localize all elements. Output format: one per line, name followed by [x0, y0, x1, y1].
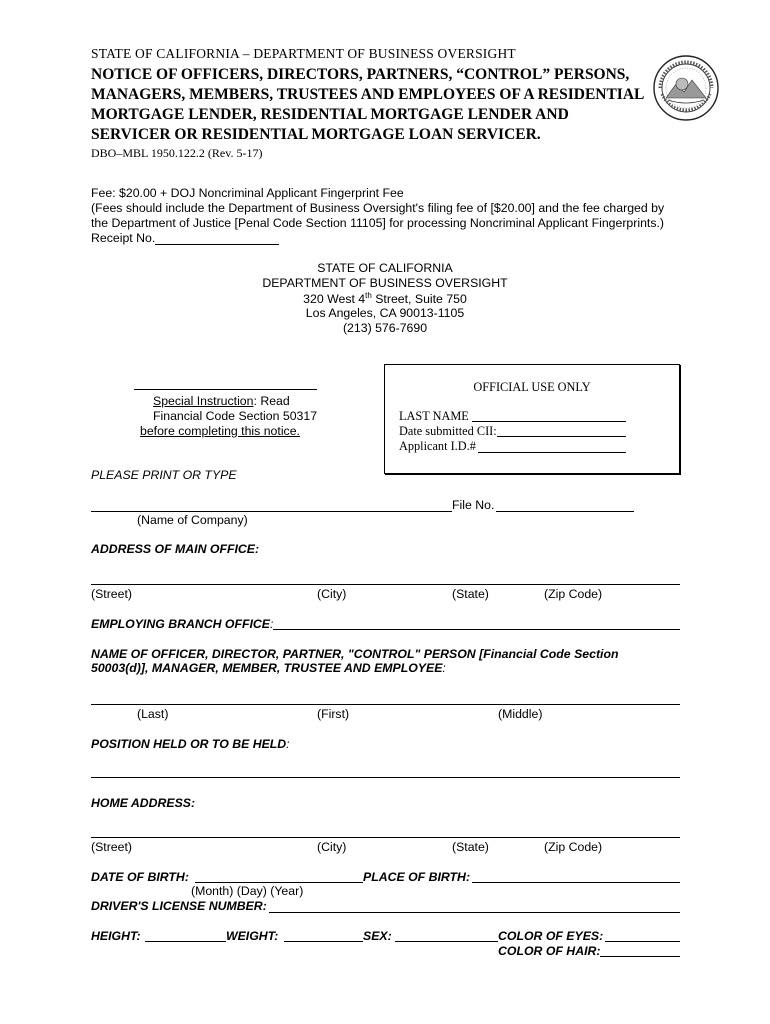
address-city: Los Angeles, CA 90013-1105 — [305, 306, 465, 320]
company-name-field[interactable] — [91, 511, 452, 512]
print-instruction: PLEASE PRINT OR TYPE — [91, 468, 237, 482]
address-street: 320 West 4th Street, Suite 750 — [303, 291, 467, 307]
address-phone: (213) 576-7690 — [342, 321, 428, 335]
special-instruction-line-3: before completing this notice. — [140, 424, 300, 438]
place-of-birth-label: PLACE OF BIRTH: — [363, 870, 471, 884]
state-seal-icon — [652, 54, 720, 122]
form-number: DBO–MBL 1950.122.2 (Rev. 5-17) — [91, 146, 263, 160]
hair-color-label: COLOR OF HAIR: — [498, 944, 601, 958]
eye-color-label: COLOR OF EYES: — [498, 929, 604, 943]
position-label: POSITION HELD OR TO BE HELD: — [91, 737, 290, 751]
address-department: DEPARTMENT OF BUSINESS OVERSIGHT — [262, 276, 508, 290]
last-name-caption: (Last) — [137, 707, 169, 721]
position-field[interactable] — [91, 777, 680, 778]
official-use-title: OFFICIAL USE ONLY — [473, 380, 591, 394]
eye-color-field[interactable] — [605, 941, 680, 942]
main-office-zip-caption: (Zip Code) — [544, 587, 603, 601]
branch-office-field[interactable] — [273, 629, 680, 630]
date-of-birth-label: DATE OF BIRTH: — [91, 870, 189, 884]
first-name-caption: (First) — [317, 707, 350, 721]
company-name-caption: (Name of Company) — [137, 513, 248, 527]
home-street-caption: (Street) — [91, 840, 132, 854]
form-title: NOTICE OF OFFICERS, DIRECTORS, PARTNERS, “CONTROL” PERSONS, MANAGERS, MEMBERS, TRUSTEES AND EMPLOYEES OF A RESIDENTIAL MORTGAGE LENDER, RESIDENTIAL MORTGAGE LENDER AND SERVICER OR RESIDENTIAL MORTGAGE LOAN SERVICER. — [91, 66, 644, 143]
home-city-caption: (City) — [317, 840, 347, 854]
main-office-street-caption: (Street) — [91, 587, 132, 601]
middle-name-caption: (Middle) — [498, 707, 543, 721]
drivers-license-label: DRIVER'S LICENSE NUMBER: — [91, 899, 267, 913]
special-instruction-line-1: Special Instruction: Read — [153, 394, 290, 408]
date-of-birth-field[interactable] — [195, 882, 363, 883]
branch-office-label: EMPLOYING BRANCH OFFICE: — [91, 617, 274, 631]
fee-note-line-2: the Department of Justice [Penal Code Section 11105] for processing Noncriminal Applicant Fingerprints.) — [91, 216, 665, 230]
height-label: HEIGHT: — [91, 929, 141, 943]
fee-note-line-1: (Fees should include the Department of Business Oversight's filing fee of [$20.00] and the fee charged by — [91, 201, 665, 215]
sex-field[interactable] — [395, 941, 498, 942]
place-of-birth-field[interactable] — [472, 882, 680, 883]
fee-line: Fee: $20.00 + DOJ Noncriminal Applicant Fingerprint Fee — [91, 186, 404, 200]
hair-color-field[interactable] — [600, 956, 680, 957]
home-address-label: HOME ADDRESS: — [91, 796, 196, 810]
officer-name-field[interactable] — [91, 704, 680, 705]
date-submitted-field[interactable] — [497, 436, 626, 437]
home-zip-caption: (Zip Code) — [544, 840, 603, 854]
agency-header: STATE OF CALIFORNIA – DEPARTMENT OF BUSINESS OVERSIGHT — [91, 46, 516, 61]
weight-field[interactable] — [284, 941, 363, 942]
last-name-field[interactable] — [472, 421, 626, 422]
date-format-caption: (Month) (Day) (Year) — [191, 884, 304, 898]
weight-label: WEIGHT: — [226, 929, 279, 943]
home-address-field[interactable] — [91, 837, 680, 838]
main-office-city-caption: (City) — [317, 587, 347, 601]
special-instruction-line-2: Financial Code Section 50317 — [153, 409, 318, 423]
officer-name-label-line-1: NAME OF OFFICER, DIRECTOR, PARTNER, "CONTROL" PERSON [Financial Code Section — [91, 647, 619, 661]
file-no-label: File No. — [452, 498, 495, 512]
date-submitted-label: Date submitted CII: — [399, 424, 497, 438]
main-office-state-caption: (State) — [452, 587, 489, 601]
main-office-address-field[interactable] — [91, 584, 680, 585]
instruction-top-rule — [134, 389, 317, 390]
sex-label: SEX: — [363, 929, 392, 943]
officer-name-label-line-2: 50003(d)], MANAGER, MEMBER, TRUSTEE AND EMPLOYEE: — [91, 661, 446, 675]
drivers-license-field[interactable] — [269, 912, 680, 913]
receipt-field[interactable] — [155, 244, 279, 245]
last-name-label: LAST NAME — [399, 409, 469, 423]
home-state-caption: (State) — [452, 840, 489, 854]
file-no-field[interactable] — [496, 511, 634, 512]
applicant-id-label: Applicant I.D.# — [399, 439, 476, 453]
applicant-id-field[interactable] — [478, 452, 626, 453]
height-field[interactable] — [145, 941, 226, 942]
address-state: STATE OF CALIFORNIA — [317, 261, 453, 275]
receipt-label: Receipt No. — [91, 231, 156, 245]
main-office-label: ADDRESS OF MAIN OFFICE: — [91, 542, 260, 556]
